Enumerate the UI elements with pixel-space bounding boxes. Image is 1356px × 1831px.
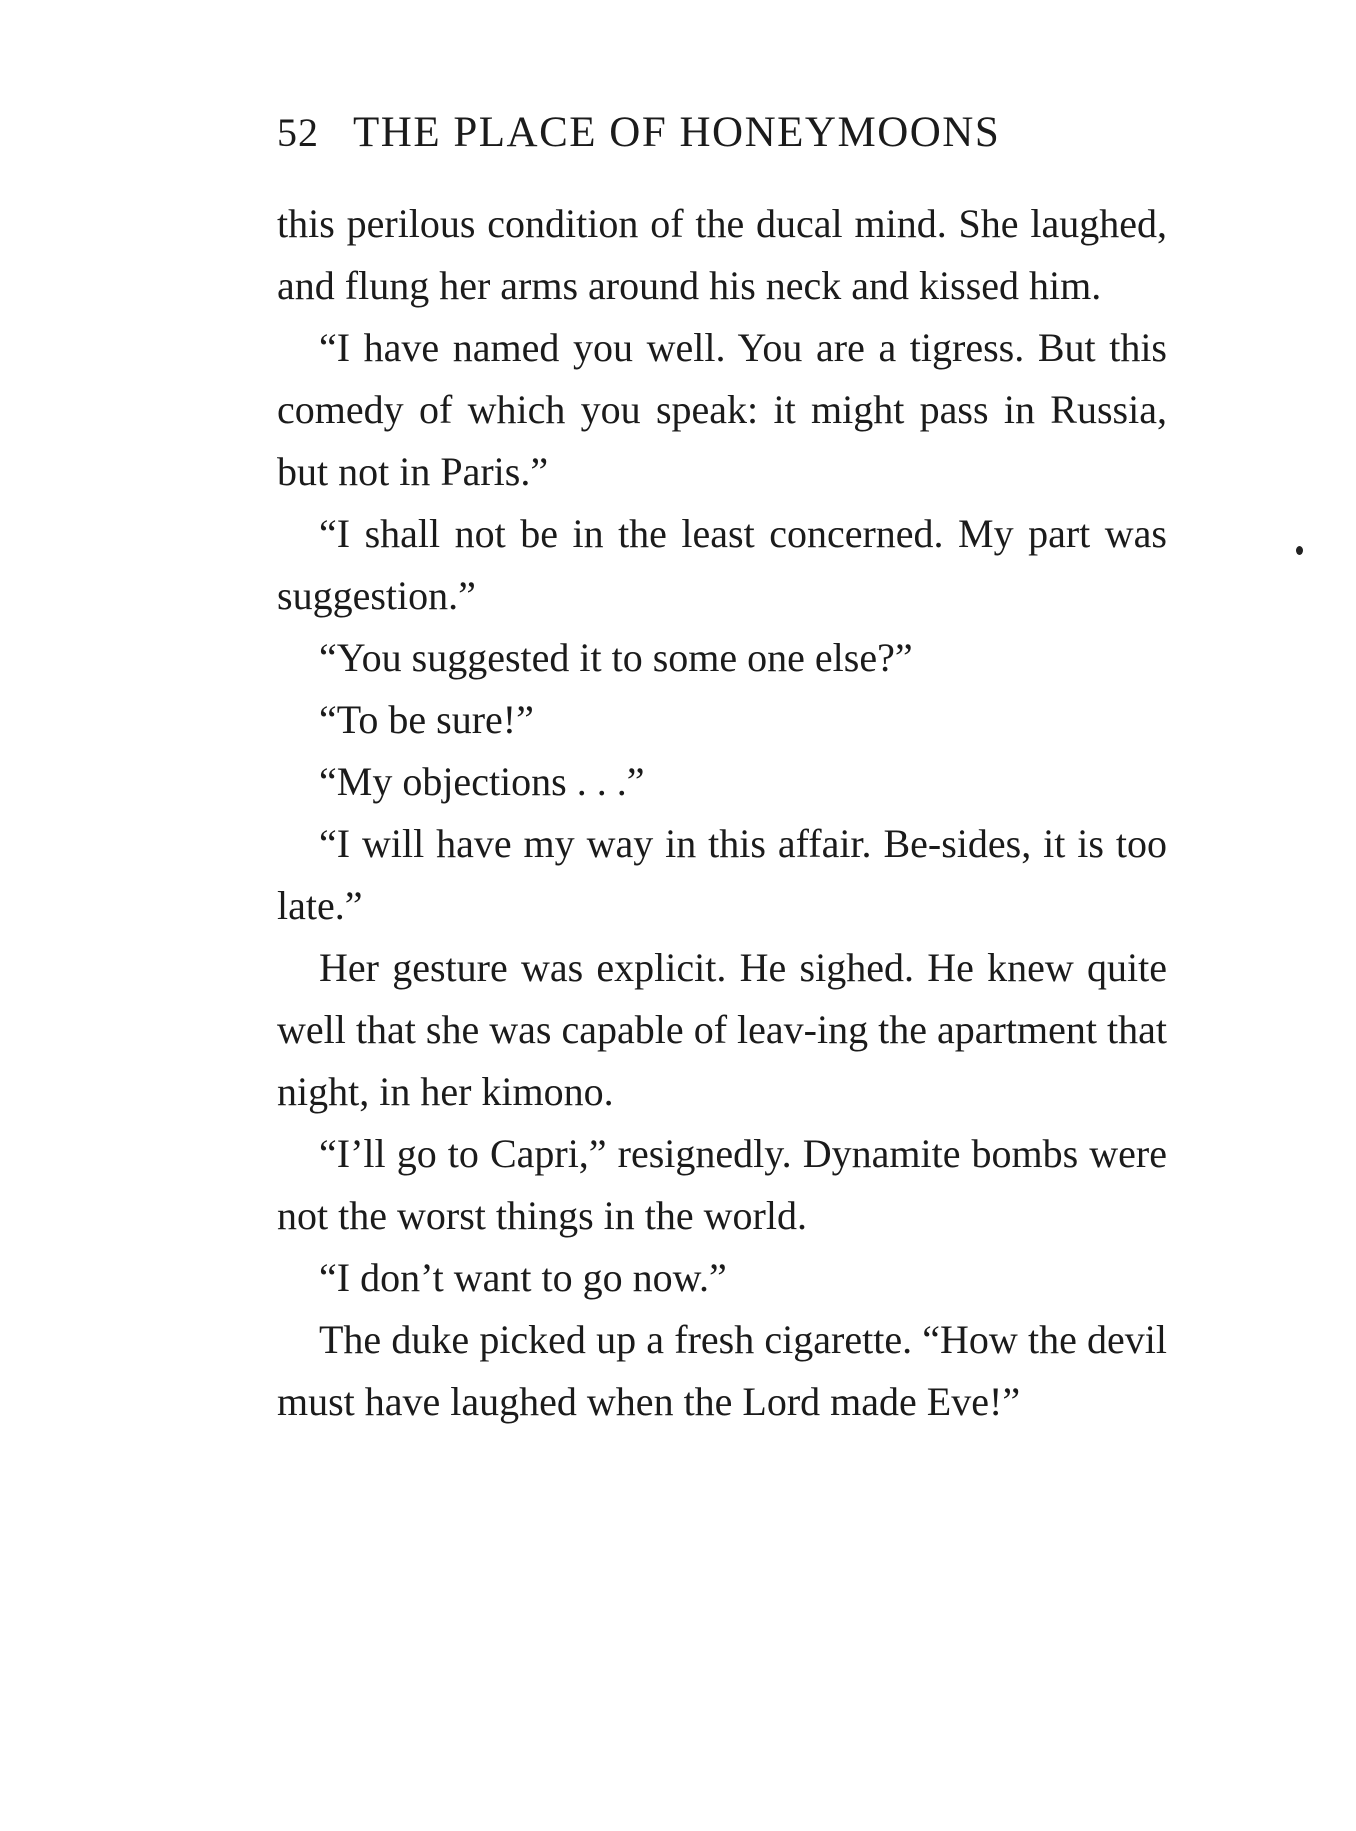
paragraph: “I shall not be in the least concerned. My part was suggestion.” xyxy=(277,511,1167,618)
print-speck xyxy=(1296,546,1303,555)
paragraph: “I don’t want to go now.” xyxy=(319,1255,727,1300)
paragraph: “You suggested it to some one else?” xyxy=(319,635,913,680)
body-text xyxy=(277,193,1167,1433)
paragraph: “I will have my way in this affair. Be-sides, it is too late.” xyxy=(277,821,1167,928)
paragraph: “My objections . . .” xyxy=(319,759,645,804)
running-title: THE PLACE OF HONEYMOONS xyxy=(353,109,1001,156)
paragraph: “I have named you well. You are a tigress. But this comedy of which you speak: it might pass in Russia, but not in Paris.” xyxy=(277,325,1167,494)
running-head xyxy=(277,108,1177,168)
paragraph: Her gesture was explicit. He sighed. He knew quite well that she was capable of leav-ing the apartment that night, in her kimono. xyxy=(277,945,1167,1114)
paragraph: “To be sure!” xyxy=(319,697,534,742)
paragraph: “I’ll go to Capri,” resignedly. Dynamite bombs were not the worst things in the world. xyxy=(277,1131,1167,1238)
paragraph: this perilous condition of the ducal mind. She laughed, and flung her arms around his neck and kissed him. xyxy=(277,201,1167,308)
paragraph: The duke picked up a fresh cigarette. “How the devil must have laughed when the Lord made Eve!” xyxy=(277,1317,1167,1424)
page-number: 52 xyxy=(277,110,319,155)
